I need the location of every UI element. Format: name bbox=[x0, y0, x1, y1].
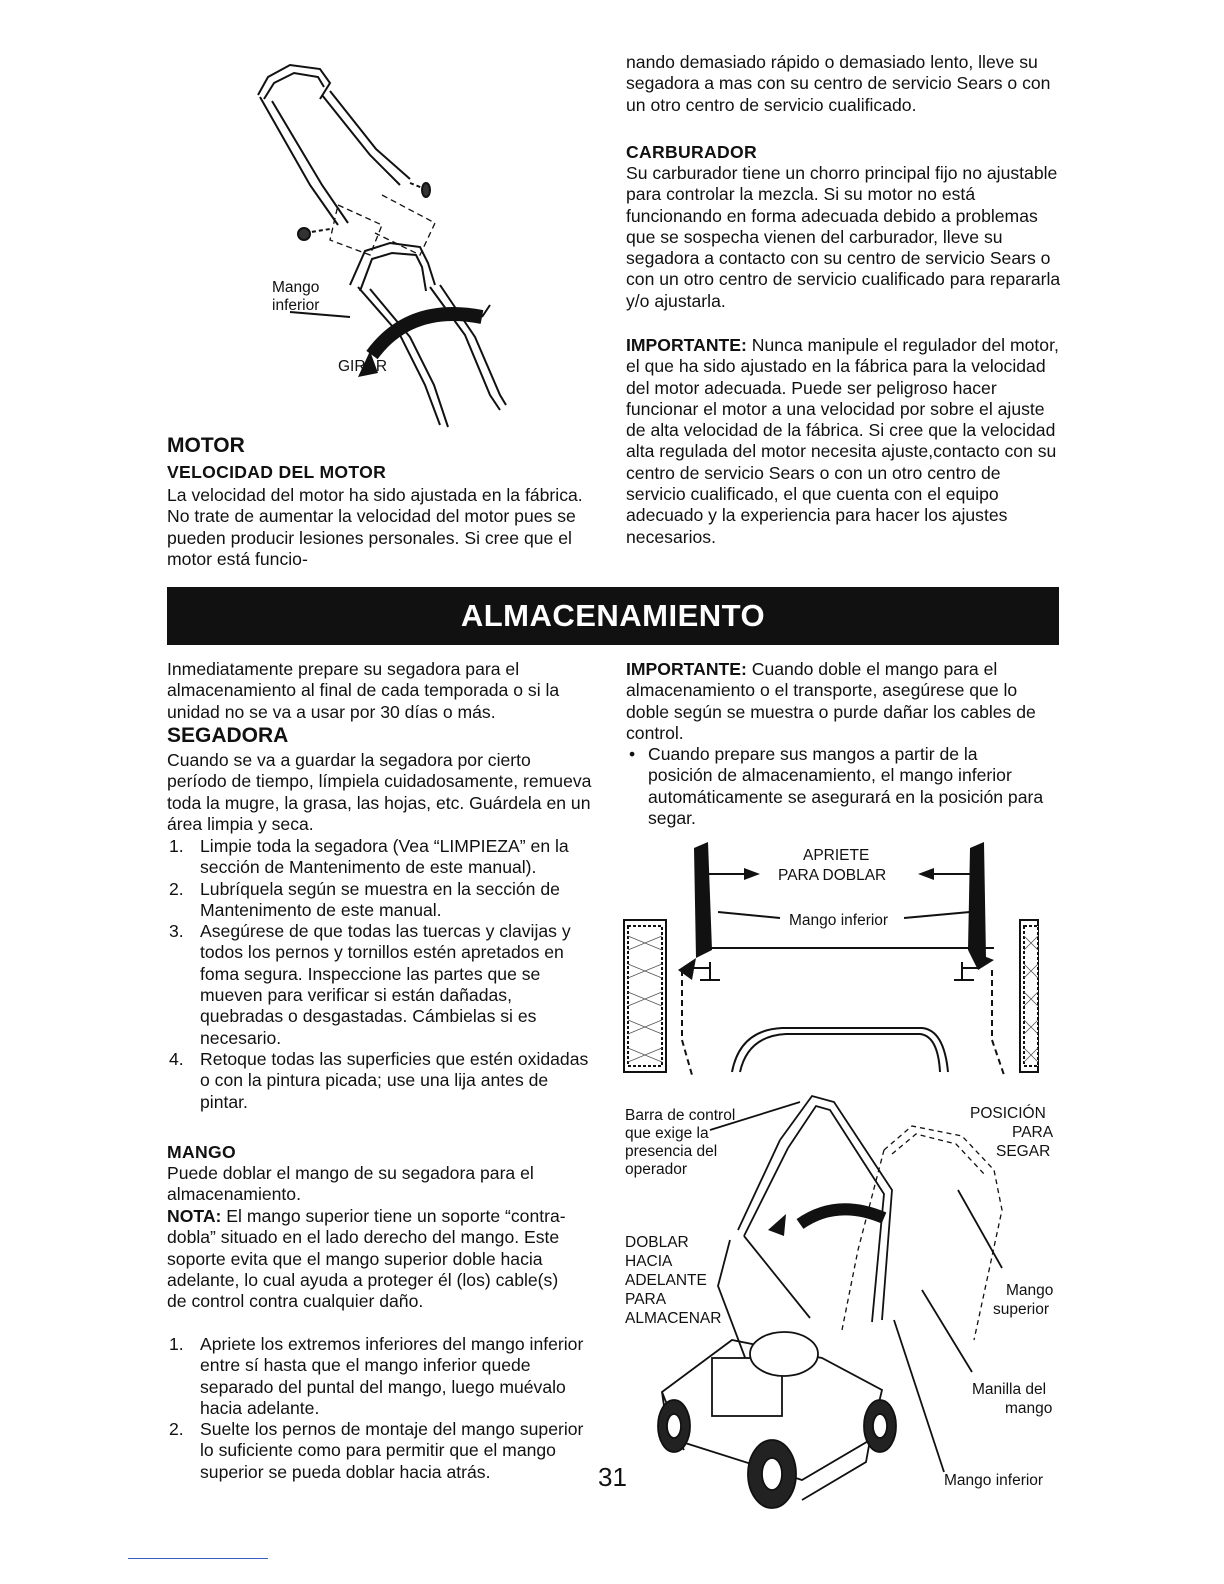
list-item bbox=[167, 1334, 593, 1419]
segadora-heading: SEGADORA bbox=[167, 724, 289, 747]
carburador-heading: CARBURADOR bbox=[626, 142, 758, 162]
nota-text: El mango superior tiene un soporte “contra-dobla” situado en el lado derecho del mango. Este soporte evita que el mango superior doble hacia adelante, lo cual ayuda a proteger él (los) cable(s) de control contra cualquier daño. bbox=[167, 1206, 566, 1312]
segadora-steps-list bbox=[167, 836, 593, 1113]
importante-text: Nunca manipule el regulador del motor, el que ha sido ajustado en la fábrica para la velocidad del motor adecuada. Puede ser peligroso hacer funcionar el motor a una velocidad por sobre el ajuste de alta velocidad de la fábrica. Si cree que la velocidad alta regulada del motor necesita ajuste,contacto con su centro de servicio Sears o con un otro centro de servicio cualificado, el que cuenta con el equipo adecuado y la experiencia para hacer los ajustes necesarios. bbox=[626, 335, 1059, 547]
fig3-label-mango-superior-1: Mango bbox=[1006, 1282, 1054, 1299]
importante-storage-paragraph bbox=[626, 659, 1062, 744]
list-item bbox=[167, 921, 593, 1049]
list-item bbox=[167, 1419, 593, 1483]
mango-paragraph: Puede doblar el mango de su segadora para el almacenamiento. bbox=[167, 1163, 534, 1205]
motor-speed-paragraph: La velocidad del motor ha sido ajustada en la fábrica. No trate de aumentar la velocidad del motor pues se pueden producir lesiones personales. Si cree que el motor está funcio- bbox=[167, 485, 583, 569]
fig1-label-mango: Mango bbox=[272, 279, 320, 296]
page-number: 31 bbox=[598, 1462, 627, 1492]
fig2-label-mango-inferior: Mango inferior bbox=[786, 912, 891, 930]
fig3-label-doblar-4: PARA bbox=[625, 1291, 667, 1308]
almacenamiento-banner: ALMACENAMIENTO bbox=[167, 587, 1059, 645]
fig3-label-doblar-2: HACIA bbox=[625, 1253, 673, 1270]
fig3-label-barra-3: presencia del bbox=[625, 1143, 718, 1160]
motor-heading: MOTOR bbox=[167, 434, 245, 457]
fig3-label-manilla-1: Manilla del bbox=[972, 1381, 1047, 1398]
nota-paragraph bbox=[167, 1206, 567, 1312]
fig3-label-doblar-3: ADELANTE bbox=[625, 1272, 707, 1289]
fig3-label-posicion-2: PARA bbox=[1012, 1124, 1054, 1141]
list-text: Lubríquela según se muestra en la sección de Mantenimento de este manual. bbox=[200, 878, 560, 920]
storage-bullet-list bbox=[626, 744, 1046, 829]
fig1-label-inferior: inferior bbox=[272, 297, 320, 314]
importante-label: IMPORTANTE: bbox=[626, 659, 747, 679]
nota-label: NOTA: bbox=[167, 1206, 222, 1226]
fig3-label-barra-2: que exige la bbox=[625, 1125, 709, 1142]
list-item bbox=[167, 879, 593, 922]
list-text: Retoque todas las superficies que estén oxidadas o con la pintura picada; use una lija antes de pintar. bbox=[200, 1048, 589, 1112]
list-text: Apriete los extremos inferiores del mango inferior entre sí hasta que el mango inferior quede separado del puntal del mango, luego muévalo hacia adelante. bbox=[200, 1334, 584, 1418]
list-item bbox=[167, 836, 593, 879]
list-number: 4. bbox=[169, 1048, 184, 1069]
fig3-label-barra-1: Barra de control bbox=[625, 1107, 736, 1124]
fig2-label-apriete: APRIETE bbox=[803, 847, 870, 864]
fig3-label-doblar-5: ALMACENAR bbox=[625, 1310, 722, 1327]
footer-rule bbox=[128, 1558, 268, 1559]
importante-text: Cuando doble el mango para el almacenamiento o el transporte, asegúrese que lo doble según se muestra o purde dañar los cables de control. bbox=[626, 659, 1036, 743]
list-text: Asegúrese de que todas las tuercas y clavijas y todos los pernos y tornillos estén apretados en foma segura. Inspeccione las partes que se mueven para verificar si están dañadas, quebradas o desgastadas. Cámbielas si es necesario. bbox=[200, 921, 571, 1048]
fig3-label-mango-inferior: Mango inferior bbox=[944, 1472, 1044, 1489]
fig3-label-barra-4: operador bbox=[625, 1161, 688, 1178]
storage-intro-paragraph: Inmediatamente prepare su segadora para el almacenamiento al final de cada temporada o si la unidad no se va a usar por 30 días o más. bbox=[167, 659, 560, 722]
motor-continued-paragraph: nando demasiado rápido o demasiado lento, lleve su segadora a mas con su centro de servicio Sears o con un otro centro de servicio cualificado. bbox=[626, 52, 1051, 115]
carburador-paragraph: Su carburador tiene un chorro principal fijo no ajustable para controlar la mezcla. Si su motor no está funcionando en forma adecuada debido a problemas que se sospecha vienen del carburador, lleve su segadora a contacto con su centro de servicio Sears o con un otro centro de servicio cualificado para repararla y/o ajustarla. bbox=[626, 163, 1061, 311]
list-text: Suelte los pernos de montaje del mango superior lo suficiente como para permitir que el mango superior se pueda doblar hacia atrás. bbox=[200, 1419, 584, 1482]
mango-heading: MANGO bbox=[167, 1142, 236, 1162]
mango-steps-list bbox=[167, 1334, 593, 1483]
fig2-label-para-doblar: PARA DOBLAR bbox=[778, 867, 887, 884]
fig1-label-girar: GIRAR bbox=[338, 358, 388, 375]
handle-rotation-figure bbox=[250, 55, 540, 440]
importante-motor-paragraph bbox=[626, 335, 1062, 548]
list-number: 2. bbox=[169, 878, 184, 899]
list-number: 1. bbox=[169, 836, 184, 856]
importante-label: IMPORTANTE: bbox=[626, 335, 747, 355]
segadora-paragraph: Cuando se va a guardar la segadora por cierto período de tiempo, límpiela cuidadosamente, remueva toda la mugre, la grasa, las hojas, etc. Guárdela en un área limpia y seca. bbox=[167, 750, 592, 834]
list-number: 1. bbox=[169, 1334, 184, 1354]
fig3-label-posicion-1: POSICIÓN bbox=[970, 1105, 1046, 1122]
list-number: 3. bbox=[169, 921, 184, 942]
fig3-label-mango-superior-2: superior bbox=[993, 1301, 1049, 1318]
list-number: 2. bbox=[169, 1419, 184, 1440]
list-text: Limpie toda la segadora (Vea “LIMPIEZA” en la sección de Mantenimento de este manual). bbox=[200, 836, 569, 878]
motor-speed-subheading: VELOCIDAD DEL MOTOR bbox=[167, 462, 387, 482]
list-item: • Cuando prepare sus mangos a partir de la posición de almacenamiento, el mango inferior automáticamente se asegurará en la posición para segar. bbox=[626, 744, 1046, 829]
list-item bbox=[167, 1049, 593, 1113]
fig3-label-doblar-1: DOBLAR bbox=[625, 1234, 689, 1251]
fig3-label-manilla-2: mango bbox=[1005, 1400, 1053, 1417]
fig3-label-posicion-3: SEGAR bbox=[996, 1143, 1051, 1160]
